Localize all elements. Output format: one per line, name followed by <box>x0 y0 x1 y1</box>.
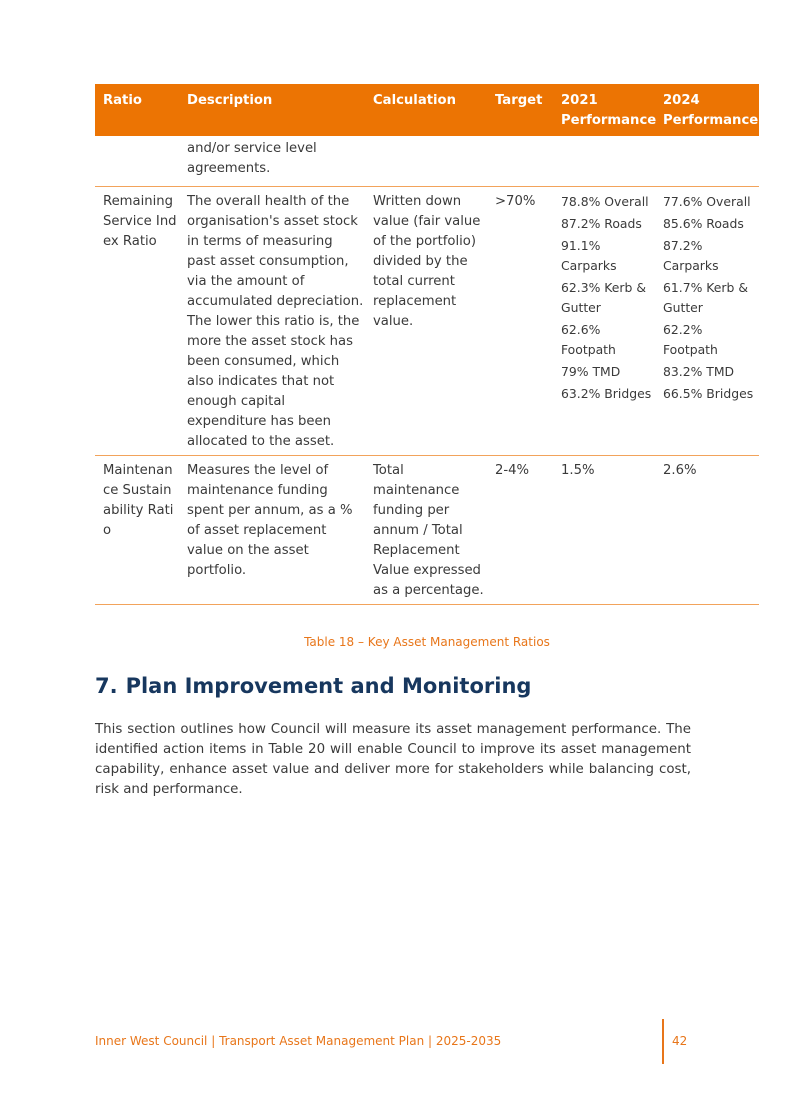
perf-2021-carparks: 91.1% Carparks <box>561 238 617 273</box>
cell-description: The overall health of the organisation's asset stock in terms of measuring past asset consumption, via the amount of accumulated depreciation. The lower this ratio is, the more the asset stock has been consumed, which also indicates that not enough capital expenditure has been allocated to the asset. <box>179 187 365 456</box>
perf-2024-bridges: 66.5% Bridges <box>663 386 754 401</box>
perf-2024-overall: 77.6% Overall <box>663 194 751 209</box>
header-target: Target <box>487 84 553 136</box>
page-number: 42 <box>672 1034 688 1048</box>
section-body-paragraph: This section outlines how Council will measure its asset management performance. The identified action items in Table 20 will enable Council to improve its asset management capability, enhance asset value and deliver more for stakeholders while balancing cost, risk and performance. <box>95 722 691 797</box>
key-asset-management-ratios-table <box>95 84 759 605</box>
table-header-row <box>95 84 759 136</box>
perf-2021-footpath: 62.6% Footpath <box>561 322 616 357</box>
cell-ratio: Maintenance Sustainability Ratio <box>95 456 179 605</box>
perf-2024-footpath: 62.2% Footpath <box>663 322 718 357</box>
cell-ratio <box>95 136 179 187</box>
cell-perf-2024: 2.6% <box>655 456 759 605</box>
header-ratio: Ratio <box>95 84 179 136</box>
perf-2021-tmd: 79% TMD <box>561 364 621 379</box>
footer-document-title: Inner West Council | Transport Asset Management Plan | 2025-2035 <box>95 1034 502 1048</box>
cell-perf-2024 <box>655 187 759 456</box>
cell-perf-2021 <box>553 136 655 187</box>
table-row-continuation <box>95 136 759 187</box>
perf-2024-tmd: 83.2% TMD <box>663 364 735 379</box>
section-number: 7. <box>95 674 118 698</box>
cell-perf-2021 <box>553 187 655 456</box>
perf-2021-bridges: 63.2% Bridges <box>561 386 652 401</box>
perf-2021-overall: 78.8% Overall <box>561 194 649 209</box>
table-row-maintenance-sustainability <box>95 456 759 605</box>
perf-2021-roads: 87.2% Roads <box>561 216 642 231</box>
cell-target: >70% <box>487 187 553 456</box>
section-heading <box>95 674 531 698</box>
table-row-remaining-service-index <box>95 187 759 456</box>
cell-target <box>487 136 553 187</box>
header-2021-performance: 2021 Performance <box>553 84 655 136</box>
perf-2021-kerb-gutter: 62.3% Kerb & Gutter <box>561 280 646 315</box>
footer-divider <box>662 1019 664 1064</box>
cell-calculation: Written down value (fair value of the portfolio) divided by the total current replacement value. <box>365 187 487 456</box>
header-calculation: Calculation <box>365 84 487 136</box>
cell-calculation <box>365 136 487 187</box>
table-caption: Table 18 – Key Asset Management Ratios <box>304 635 550 649</box>
perf-2024-carparks: 87.2% Carparks <box>663 238 719 273</box>
cell-calculation: Total maintenance funding per annum / Total Replacement Value expressed as a percentage. <box>365 456 487 605</box>
cell-target: 2-4% <box>487 456 553 605</box>
section-title: Plan Improvement and Monitoring <box>125 674 532 698</box>
perf-2024-kerb-gutter: 61.7% Kerb & Gutter <box>663 280 748 315</box>
header-2024-performance: 2024 Performance <box>655 84 759 136</box>
cell-perf-2021: 1.5% <box>553 456 655 605</box>
cell-perf-2024 <box>655 136 759 187</box>
cell-ratio: Remaining Service Index Ratio <box>95 187 179 456</box>
cell-description: and/or service level agreements. <box>179 136 365 187</box>
cell-description: Measures the level of maintenance funding spent per annum, as a % of asset replacement value on the asset portfolio. <box>179 456 365 605</box>
header-description: Description <box>179 84 365 136</box>
perf-2024-roads: 85.6% Roads <box>663 216 744 231</box>
